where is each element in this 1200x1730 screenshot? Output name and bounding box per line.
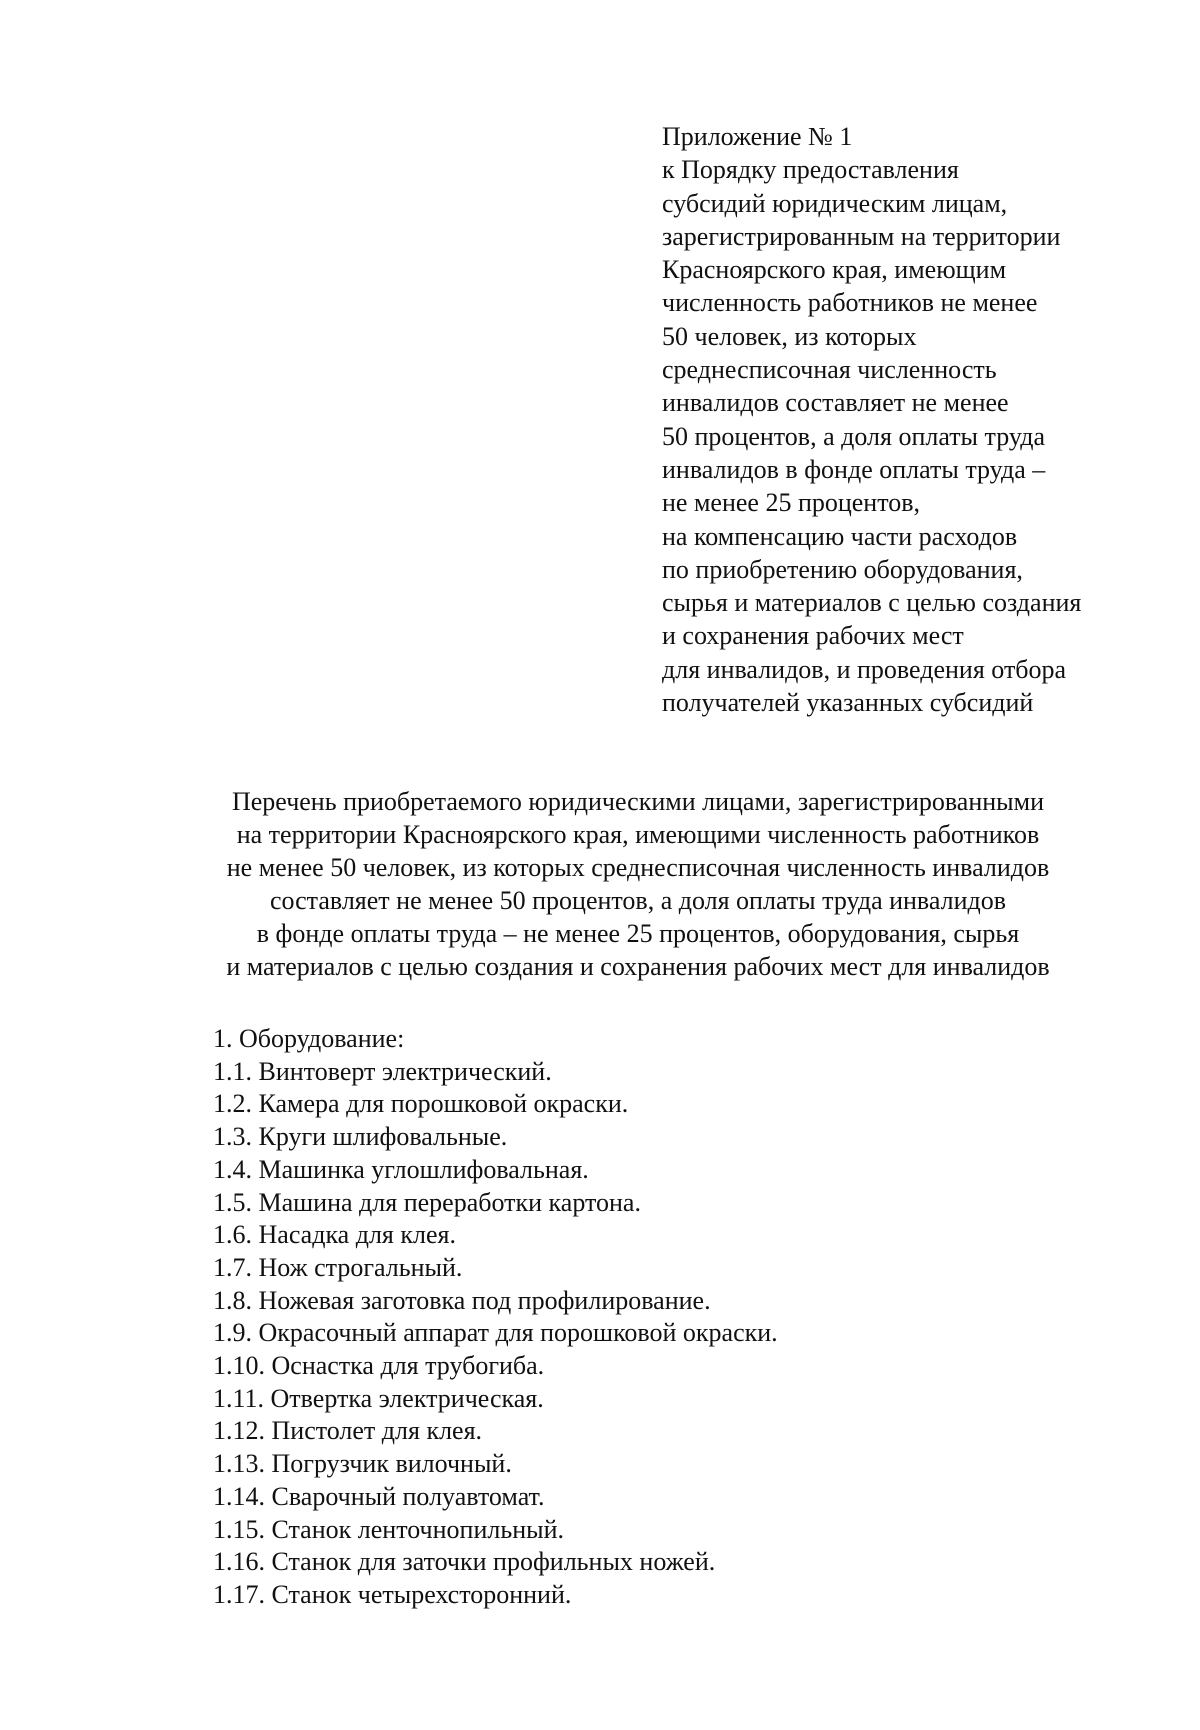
appendix-line: зарегистрированным на территории [662, 221, 1061, 251]
appendix-block [662, 120, 1182, 719]
appendix-line: к Порядку предоставления [662, 155, 959, 185]
appendix-line: инвалидов в фонде оплаты труда – [662, 454, 1046, 484]
title-line: составляет не менее 50 процентов, а доля оплаты труда инвалидов [269, 886, 1007, 915]
equipment-list [213, 1023, 1113, 1612]
appendix-line: по приобретению оборудования, [662, 554, 1023, 584]
list-item: 1. Оборудование: [213, 1024, 405, 1053]
list-item: 1.6. Насадка для клея. [213, 1220, 456, 1250]
list-item: 1.3. Круги шлифовальные. [213, 1122, 508, 1152]
list-item: 1.9. Окрасочный аппарат для порошковой окраски. [213, 1318, 778, 1348]
title-line: на территории Красноярского края, имеющими численность работников [236, 820, 1040, 849]
title-line: и материалов с целью создания и сохранения рабочих мест для инвалидов [226, 952, 1050, 981]
list-item: 1.11. Отвертка электрическая. [213, 1383, 544, 1413]
appendix-line: инвалидов составляет не менее [662, 388, 1009, 418]
list-item: 1.1. Винтоверт электрический. [213, 1056, 552, 1086]
appendix-line: для инвалидов, и проведения отбора [662, 654, 1067, 684]
appendix-line: и сохранения рабочих мест [662, 621, 964, 651]
list-item: 1.7. Нож строгальный. [213, 1252, 463, 1282]
appendix-line: субсидий юридическим лицам, [662, 188, 1008, 218]
list-item: 1.4. Машинка углошлифовальная. [213, 1154, 589, 1184]
list-item: 1.8. Ножевая заготовка под профилирование. [213, 1285, 711, 1315]
appendix-line: не менее 25 процентов, [662, 488, 921, 518]
list-item: 1.2. Камера для порошковой окраски. [213, 1089, 629, 1119]
appendix-line: среднесписочная численность [662, 355, 997, 385]
title-line: Перечень приобретаемого юридическими лицами, зарегистрированными [231, 787, 1045, 816]
title-line: не менее 50 человек, из которых среднесписочная численность инвалидов [226, 853, 1050, 882]
list-item: 1.5. Машина для переработки картона. [213, 1187, 641, 1217]
appendix-line: получателей указанных субсидий [662, 688, 1034, 718]
appendix-line: сырья и материалов с целью создания [662, 588, 1082, 618]
appendix-line: на компенсацию части расходов [662, 521, 1018, 551]
appendix-line: численность работников не менее [662, 288, 1038, 318]
appendix-line: Приложение № 1 [662, 122, 853, 151]
appendix-line: 50 человек, из которых [662, 321, 917, 351]
list-item: 1.17. Станок четырехсторонний. [213, 1579, 572, 1609]
title-line: в фонде оплаты труда – не менее 25 процентов, оборудования, сырья [256, 919, 1020, 948]
list-item: 1.12. Пистолет для клея. [213, 1416, 483, 1446]
list-item: 1.13. Погрузчик вилочный. [213, 1449, 512, 1479]
appendix-line: Красноярского края, имеющим [662, 255, 1007, 285]
appendix-line: 50 процентов, а доля оплаты труда [662, 421, 1045, 451]
list-item: 1.16. Станок для заточки профильных ножей. [213, 1547, 716, 1577]
list-item: 1.14. Сварочный полуавтомат. [213, 1481, 545, 1511]
list-item: 1.10. Оснастка для трубогиба. [213, 1351, 545, 1381]
list-item: 1.15. Станок ленточнопильный. [213, 1514, 564, 1544]
document-title [0, 785, 1200, 983]
